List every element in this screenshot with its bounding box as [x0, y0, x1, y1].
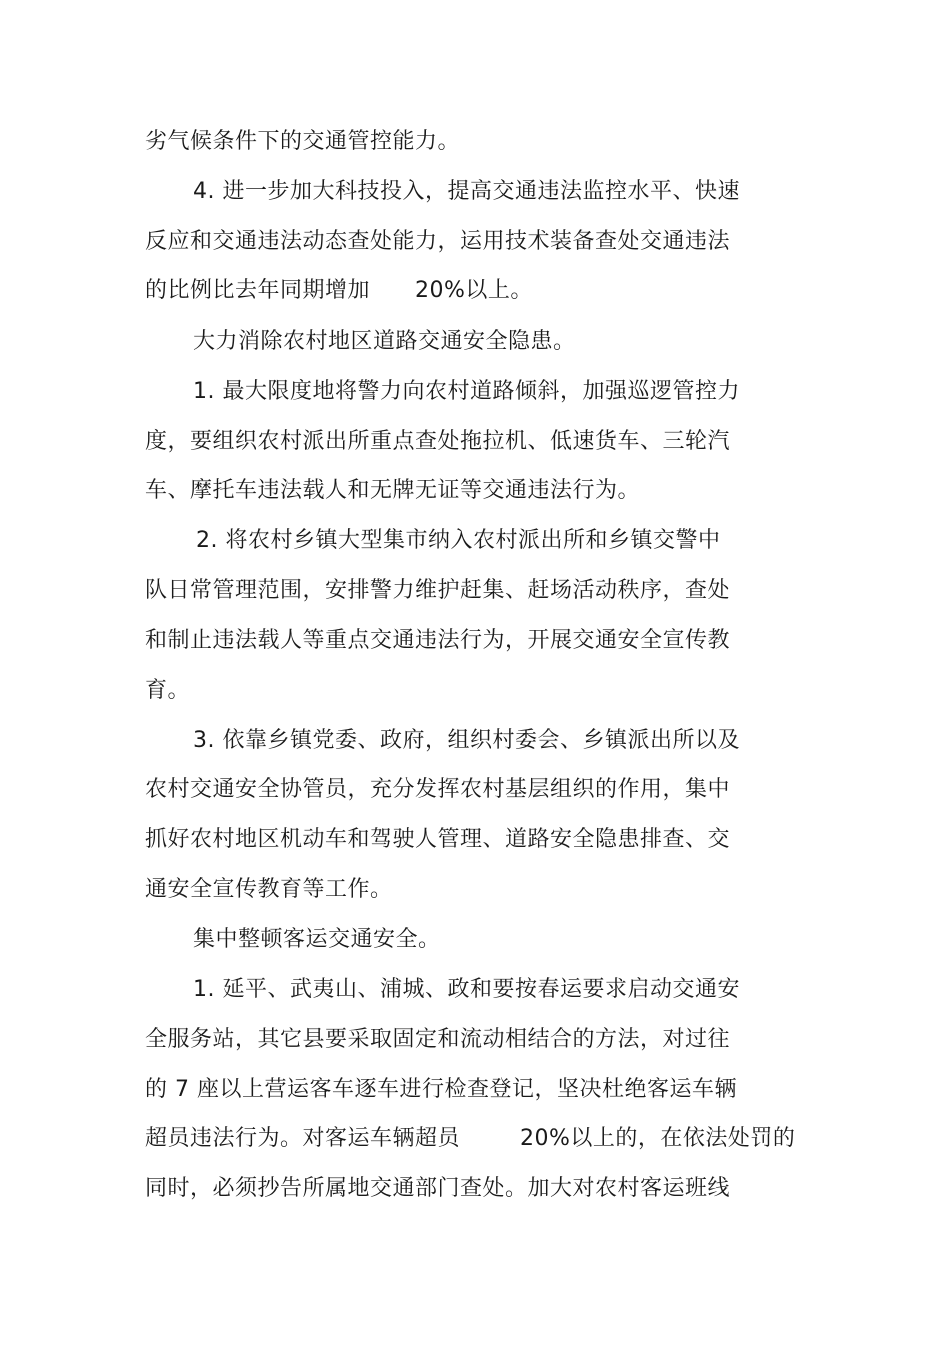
text-line: 同时，必须抄告所属地交通部门查处。加大对农村客运班线	[145, 1176, 731, 1201]
text-line: 度，要组织农村派出所重点查处拖拉机、低速货车、三轮汽	[145, 429, 731, 454]
text-line: 和制止违法载人等重点交通违法行为，开展交通安全宣传教	[145, 628, 731, 653]
text-line: 抓好农村地区机动车和驾驶人管理、道路安全隐患排查、交	[145, 827, 731, 852]
text-line: 1. 延平、武夷山、浦城、政和要按春运要求启动交通安	[193, 977, 740, 1002]
text-line: 集中整顿客运交通安全。	[193, 927, 441, 952]
text-line: 超员违法行为。对客运车辆超员 20%以上的，在依法处罚的	[145, 1126, 796, 1151]
text-line: 2. 将农村乡镇大型集市纳入农村派出所和乡镇交警中	[196, 528, 721, 553]
text-line: 的 7 座以上营运客车逐车进行检查登记，坚决杜绝客运车辆	[145, 1077, 737, 1102]
text-line: 农村交通安全协管员，充分发挥农村基层组织的作用，集中	[145, 777, 731, 802]
text-line: 的比例比去年同期增加 20%以上。	[145, 278, 533, 303]
text-line: 3. 依靠乡镇党委、政府，组织村委会、乡镇派出所以及	[193, 728, 740, 753]
text-line: 全服务站，其它县要采取固定和流动相结合的方法，对过往	[145, 1027, 731, 1052]
text-line: 4. 进一步加大科技投入，提高交通违法监控水平、快速	[193, 179, 740, 204]
text-line: 育。	[145, 678, 191, 703]
text-line: 劣气候条件下的交通管控能力。	[145, 129, 461, 154]
text-line: 车、摩托车违法载人和无牌无证等交通违法行为。	[145, 478, 641, 503]
text-line: 大力消除农村地区道路交通安全隐患。	[193, 329, 576, 354]
text-line: 反应和交通违法动态查处能力，运用技术装备查处交通违法	[145, 229, 731, 254]
text-line: 队日常管理范围，安排警力维护赶集、赶场活动秩序，查处	[145, 578, 731, 603]
text-line: 1. 最大限度地将警力向农村道路倾斜，加强巡逻管控力	[193, 379, 740, 404]
text-line: 通安全宣传教育等工作。	[145, 877, 393, 902]
